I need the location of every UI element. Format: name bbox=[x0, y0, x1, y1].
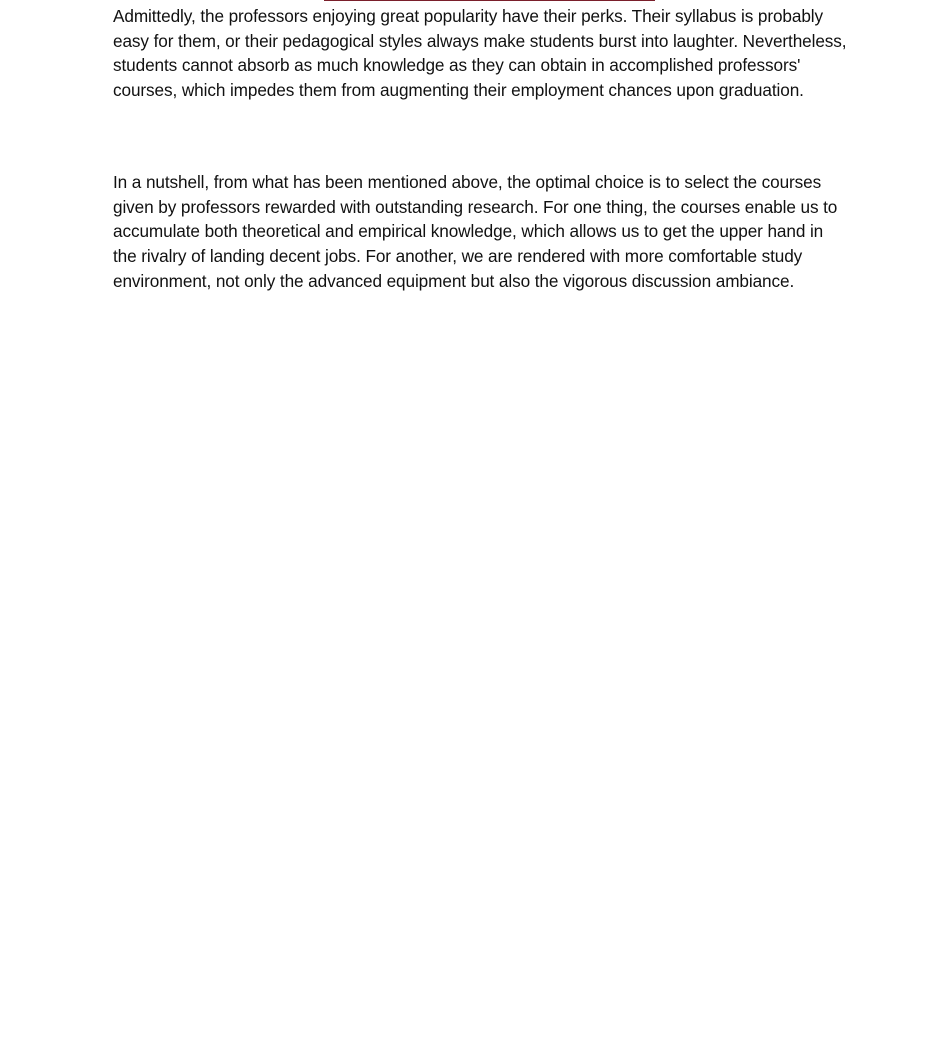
paragraph-conclusion: In a nutshell, from what has been mentioned above, the optimal choice is to select the courses given by professors rewarded with outstanding research. For one thing, the courses enable us to accumulate both theoretical and empirical knowledge, which allows us to get the upper hand in the rivalry of landing decent jobs. For another, we are rendered with more comfortable study environment, not only the advanced equipment but also the vigorous discussion ambiance. bbox=[113, 172, 838, 291]
underline-mark bbox=[324, 0, 655, 1]
paragraph-concession: Admittedly, the professors enjoying great popularity have their perks. Their syllabus is probably easy for them, or their pedagogical styles always make students burst into laughter. Nevertheless, students cannot absorb as much knowledge as they can obtain in accomplished professors' courses, which impedes them from augmenting their employment chances upon graduation. bbox=[113, 6, 847, 101]
